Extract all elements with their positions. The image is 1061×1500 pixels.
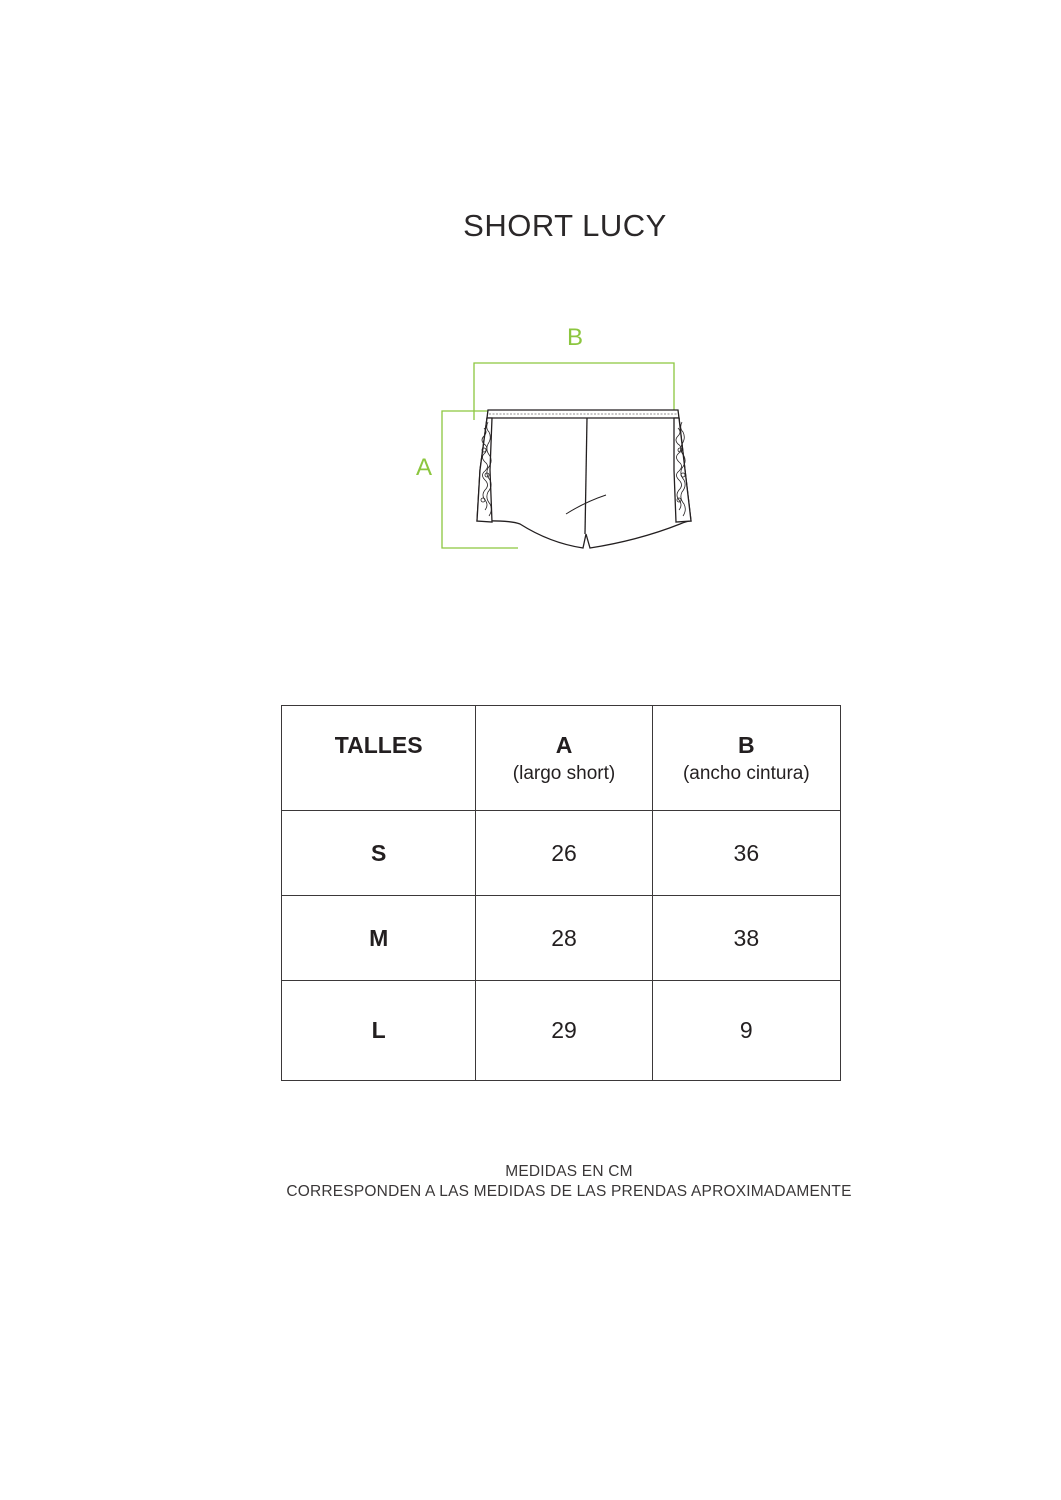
header-a-sub: (largo short) bbox=[512, 763, 616, 784]
header-a bbox=[476, 706, 652, 811]
header-b-label: B bbox=[738, 732, 755, 758]
table-row bbox=[282, 981, 841, 1081]
size-cell: S bbox=[282, 811, 476, 896]
footer-units: MEDIDAS EN CM bbox=[505, 1163, 633, 1180]
header-talles bbox=[282, 706, 476, 811]
shorts-diagram bbox=[400, 310, 720, 570]
measure-a-label: A bbox=[415, 454, 433, 481]
header-b bbox=[652, 706, 840, 811]
size-cell: M bbox=[282, 896, 476, 981]
shorts-flat-sketch-icon bbox=[477, 410, 691, 548]
header-talles-label: TALLES bbox=[334, 732, 423, 758]
measure-b-cell: 36 bbox=[652, 811, 840, 896]
measure-b-cell: 9 bbox=[652, 981, 840, 1081]
header-b-sub: (ancho cintura) bbox=[682, 763, 810, 784]
measure-a-cell: 26 bbox=[476, 811, 652, 896]
table-row bbox=[282, 811, 841, 896]
page-title: SHORT LUCY bbox=[463, 208, 667, 243]
header-a-label: A bbox=[555, 732, 573, 758]
footer-disclaimer: CORRESPONDEN A LAS MEDIDAS DE LAS PRENDAS APROXIMADAMENTE bbox=[286, 1183, 852, 1200]
measure-b-cell: 38 bbox=[652, 896, 840, 981]
table-header-row bbox=[282, 706, 841, 811]
size-cell: L bbox=[282, 981, 476, 1081]
measure-a-cell: 29 bbox=[476, 981, 652, 1081]
table-row bbox=[282, 896, 841, 981]
measure-a-cell: 28 bbox=[476, 896, 652, 981]
footer-note bbox=[0, 1162, 1061, 1202]
measure-b-label: B bbox=[566, 324, 584, 351]
size-table bbox=[281, 705, 841, 1081]
